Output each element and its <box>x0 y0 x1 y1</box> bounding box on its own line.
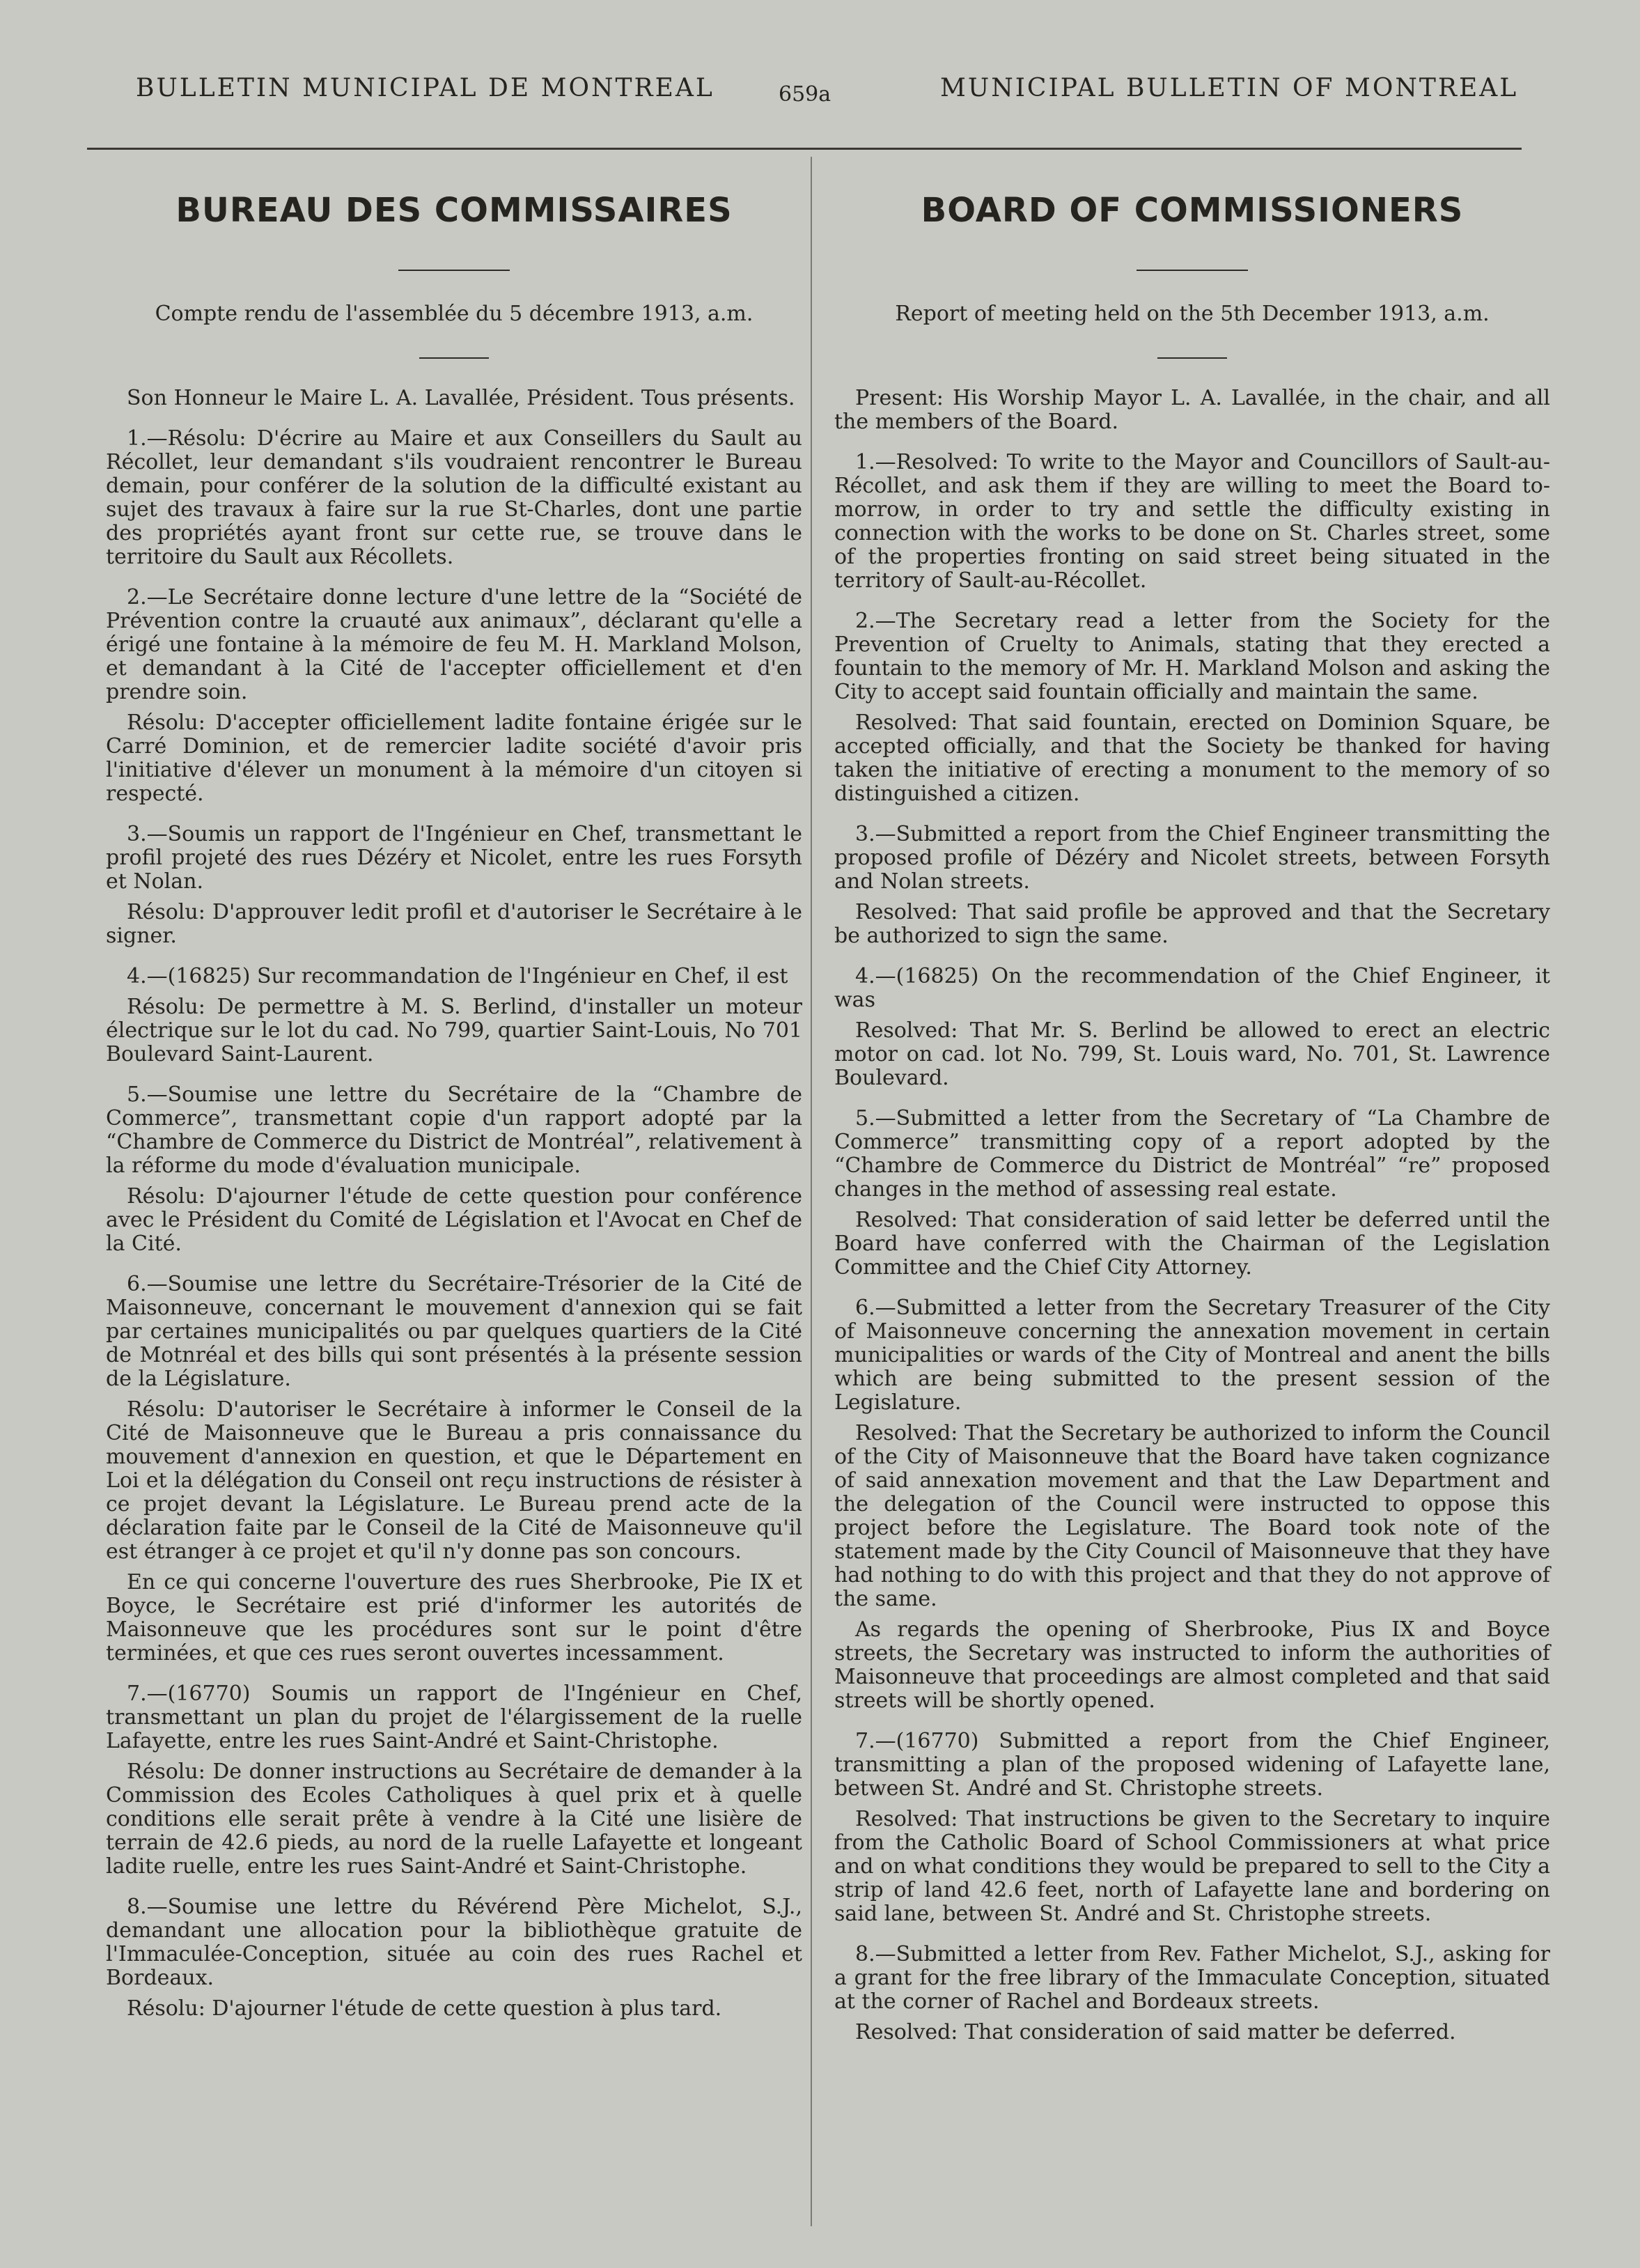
paragraph: 8.—Soumise une lettre du Révérend Père Michelot, S.J., demandant une allocation pour la bibliothèque gratuite de l'Immaculée-Conception, située au coin des rues Rachel et Bordeaux. <box>106 1895 802 1990</box>
paragraph: 2.—Le Secrétaire donne lecture d'une lettre de la “Société de Prévention contre la cruauté aux animaux”, déclarant qu'elle a érigé une fontaine à la mémoire de feu M. H. Markland Molson, et demandant à la Cité de l'accepter officiellement et d'en prendre soin. <box>106 585 802 704</box>
paragraph: Résolu: D'ajourner l'étude de cette question à plus tard. <box>127 1996 722 2021</box>
english-title: BOARD OF COMMISSIONERS <box>921 191 1464 230</box>
paragraph: 7.—(16770) Soumis un rapport de l'Ingénieur en Chef, transmettant un plan du projet de l'élargissement de la ruelle Lafayette, entre les rues Saint-André et Saint-Christophe. <box>106 1681 802 1753</box>
french-meeting-line: Compte rendu de l'assemblée du 5 décembre 1913, a.m. <box>155 302 753 326</box>
paragraph: 5.—Soumise une lettre du Secrétaire de la “Chambre de Commerce”, transmettant copie d'un rapport adopté par la “Chambre de Commerce du District de Montréal”, relativement à la réforme du mode d'évaluation municipale. <box>106 1082 802 1178</box>
meeting-rule <box>1157 357 1227 359</box>
french-presence: Son Honneur le Maire L. A. Lavallée, Président. Tous présents. <box>127 386 795 410</box>
english-presence: Present: His Worship Mayor L. A. Lavallée, in the chair, and all the members of the Board. <box>834 386 1550 434</box>
paragraph: Resolved: That consideration of said matter be deferred. <box>855 2020 1456 2044</box>
paragraph: 5.—Submitted a letter from the Secretary of “La Chambre de Commerce” transmitting copy of a report adopted by the “Chambre de Commerce du District de Montréal” “re” proposed changes in the method of assessing real estate. <box>834 1106 1550 1202</box>
paragraph: 4.—(16825) Sur recommandation de l'Ingénieur en Chef, il est <box>127 964 788 988</box>
paragraph: 1.—Resolved: To write to the Mayor and Councillors of Sault-au-Récollet, and ask them if they are willing to meet the Board to-morrow, in order to try and settle the difficulty existing in connection with the works to be done on St. Charles street, some of the properties fronting on said street being situated in the territory of Sault-au-Récollet. <box>834 450 1550 593</box>
french-title: BUREAU DES COMMISSAIRES <box>175 191 733 230</box>
paragraph: 4.—(16825) On the recommendation of the Chief Engineer, it was <box>834 964 1550 1012</box>
paragraph: Resolved: That said fountain, erected on Dominion Square, be accepted officially, and that the Society be thanked for having taken the initiative of erecting a monument to the memory of so distinguished a citizen. <box>834 710 1550 806</box>
paragraph: Résolu: D'approuver ledit profil et d'autoriser le Secrétaire à le signer. <box>106 900 802 948</box>
meeting-rule <box>419 357 489 359</box>
paragraph: 8.—Submitted a letter from Rev. Father Michelot, S.J., asking for a grant for the free library of the Immaculate Conception, situated at the corner of Rachel and Bordeaux streets. <box>834 1942 1550 2014</box>
paragraph: Resolved: That said profile be approved and that the Secretary be authorized to sign the same. <box>834 900 1550 948</box>
title-rule <box>1137 270 1248 271</box>
paragraph: Résolu: D'ajourner l'étude de cette question pour conférence avec le Président du Comité de Législation et l'Avocat en Chef de la Cité. <box>106 1184 802 1256</box>
paragraph: 2.—The Secretary read a letter from the Society for the Prevention of Cruelty to Animals, stating that they erected a fountain to the memory of Mr. H. Markland Molson and asking the City to accept said fountain officially and maintain the same. <box>834 609 1550 704</box>
english-column <box>834 167 1550 2061</box>
french-column <box>106 167 802 2037</box>
paragraph: Résolu: De donner instructions au Secrétaire de demander à la Commission des Ecoles Catholiques à quel prix et à quelle conditions elle serait prête à vendre à la Cité une lisière de terrain de 42.6 pieds, au nord de la ruelle Lafayette et longeant ladite ruelle, entre les rues Saint-André et Saint-Christophe. <box>106 1760 802 1879</box>
paragraph: Résolu: D'autoriser le Secrétaire à informer le Conseil de la Cité de Maisonneuve que le Bureau a pris connaissance du mouvement d'annexion en question, et que le Département en Loi et la délégation du Conseil ont reçu instructions de résister à ce projet devant la Législature. Le Bureau prend acte de la déclaration faite par le Conseil de la Cité de Maisonneuve qu'il est étranger à ce projet et qu'il n'y donne pas son concours. <box>106 1397 802 1564</box>
paragraph: 7.—(16770) Submitted a report from the Chief Engineer, transmitting a plan of the proposed widening of Lafayette lane, between St. André and St. Christophe streets. <box>834 1729 1550 1801</box>
page-number: 659a <box>779 82 831 107</box>
paragraph: Resolved: That consideration of said letter be deferred until the Board have conferred with the Chairman of the Legislation Committee and the Chief City Attorney. <box>834 1208 1550 1280</box>
paragraph: 6.—Submitted a letter from the Secretary Treasurer of the City of Maisonneuve concerning the annexation movement in certain municipalities or wards of the City of Montreal and anent the bills which are being submitted to the present session of the Legislature. <box>834 1296 1550 1415</box>
header-rule <box>87 148 1522 150</box>
header-right-title: MUNICIPAL BULLETIN OF MONTREAL <box>940 74 1519 102</box>
paragraph: En ce qui concerne l'ouverture des rues Sherbrooke, Pie IX et Boyce, le Secrétaire est prié d'informer les autorités de Maisonneuve que les procédures sont sur le point d'être terminées, et que ces rues seront ouvertes incessamment. <box>106 1570 802 1665</box>
column-divider <box>811 157 812 2226</box>
paragraph: 3.—Soumis un rapport de l'Ingénieur en Chef, transmettant le profil projeté des rues Dézéry et Nicolet, entre les rues Forsyth et Nolan. <box>106 822 802 894</box>
paragraph: Résolu: D'accepter officiellement ladite fontaine érigée sur le Carré Dominion, et de remercier ladite société d'avoir pris l'initiative d'élever un monument à la mémoire d'un citoyen si respecté. <box>106 710 802 806</box>
english-meeting-line: Report of meeting held on the 5th December 1913, a.m. <box>895 302 1490 326</box>
paragraph: As regards the opening of Sherbrooke, Pius IX and Boyce streets, the Secretary was instructed to inform the authorities of Maisonneuve that proceedings are almost completed and that said streets will be shortly opened. <box>834 1617 1550 1713</box>
paragraph: Resolved: That Mr. S. Berlind be allowed to erect an electric motor on cad. lot No. 799, St. Louis ward, No. 701, St. Lawrence Boulevard. <box>834 1018 1550 1090</box>
header-left-title: BULLETIN MUNICIPAL DE MONTREAL <box>136 74 714 102</box>
paragraph: 6.—Soumise une lettre du Secrétaire-Trésorier de la Cité de Maisonneuve, concernant le mouvement d'annexion qui se fait par certaines municipalités ou par quelques quartiers de la Cité de Motnréal et des bills qui sont présentés à la présente session de la Législature. <box>106 1272 802 1391</box>
paragraph: Résolu: De permettre à M. S. Berlind, d'installer un moteur électrique sur le lot du cad. No 799, quartier Saint-Louis, No 701 Boulevard Saint-Laurent. <box>106 995 802 1066</box>
paragraph: 1.—Résolu: D'écrire au Maire et aux Conseillers du Sault au Récollet, leur demandant s'ils voudraient rencontrer le Bureau demain, pour conférer de la solution de la difficulté existant au sujet des travaux à faire sur la rue St-Charles, dont une partie des propriétés ayant front sur cette rue, se trouve dans le territoire du Sault aux Récollets. <box>106 426 802 569</box>
paragraph: 3.—Submitted a report from the Chief Engineer transmitting the proposed profile of Dézéry and Nicolet streets, between Forsyth and Nolan streets. <box>834 822 1550 894</box>
paragraph: Resolved: That instructions be given to the Secretary to inquire from the Catholic Board of School Commissioners at what price and on what conditions they would be prepared to sell to the City a strip of land 42.6 feet, north of Lafayette lane and bordering on said lane, between St. André and St. Christophe streets. <box>834 1807 1550 1926</box>
title-rule <box>398 270 510 271</box>
paragraph: Resolved: That the Secretary be authorized to inform the Council of the City of Maisonneuve that the Board have taken cognizance of said annexation movement and that the Law Department and the delegation of the Council were instructed to oppose this project before the Legislature. The Board took note of the statement made by the City Council of Maisonneuve that they have had nothing to do with this project and that they do not approve of the same. <box>834 1421 1550 1611</box>
